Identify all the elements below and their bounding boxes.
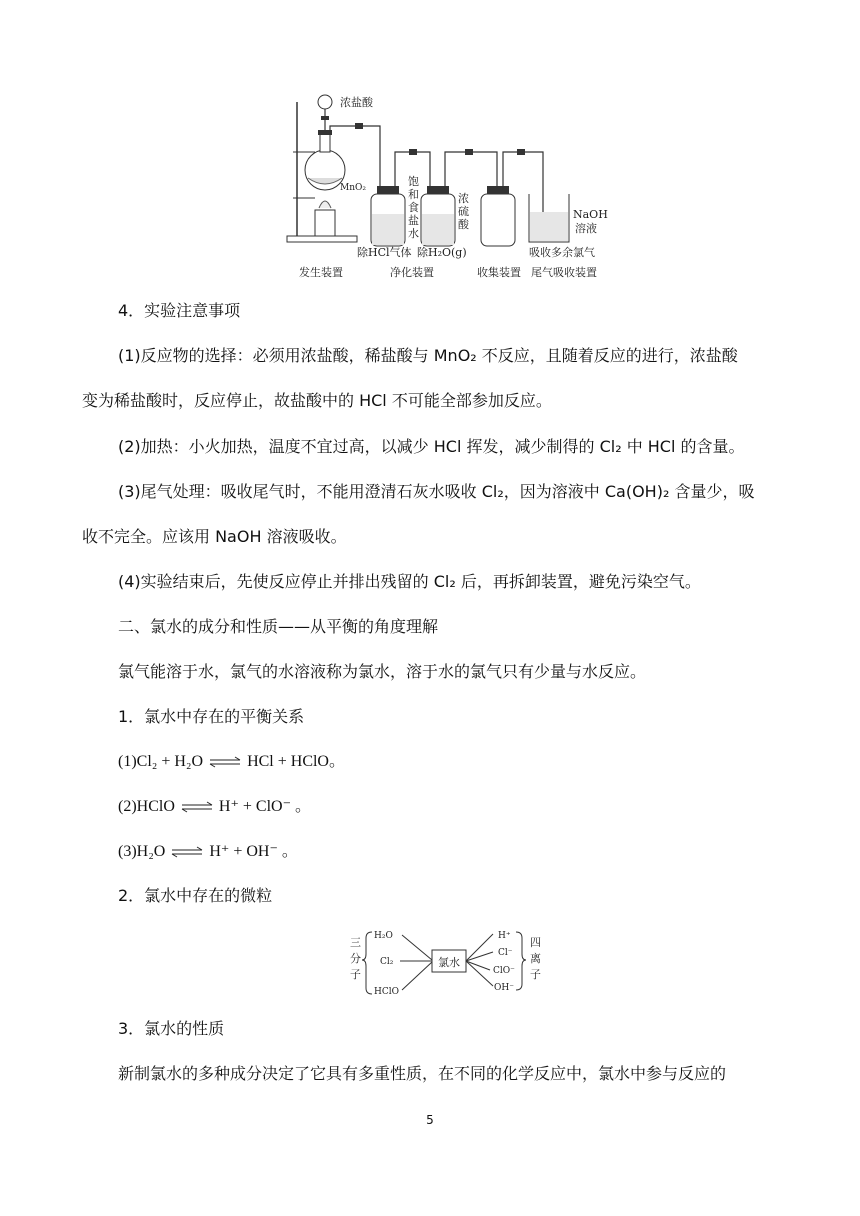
- right-label-2: 离: [530, 952, 541, 965]
- equilibrium-eq3: [118, 842, 298, 862]
- properties-heading: 3．氯水的性质: [118, 1019, 225, 1038]
- reversible-arrow-icon: [169, 846, 205, 858]
- label-bottle1-1: 饱: [408, 175, 419, 188]
- label-bottle1-2: 和: [408, 188, 419, 201]
- right-label-3: 子: [530, 968, 541, 981]
- reversible-arrow-icon: [179, 801, 215, 813]
- label-bottle1-5: 水: [408, 227, 419, 240]
- equilibrium-eq2: [118, 797, 311, 817]
- label-bottle1-4: 盐: [408, 214, 419, 227]
- part2-intro: 氯气能溶于水，氯气的水溶液称为氯水，溶于水的氯气只有少量与水反应。: [118, 662, 647, 681]
- eq2-right: H⁺ + ClO⁻ 。: [218, 798, 312, 815]
- label-naoh-1: NaOH: [573, 208, 608, 221]
- equilibrium-heading: 1．氯水中存在的平衡关系: [118, 707, 305, 726]
- chlorine-apparatus-figure: [285, 90, 610, 282]
- label-bottle2-1: 浓: [458, 192, 469, 205]
- caption-tail-gas: 尾气吸收装置: [531, 266, 597, 279]
- left-label-3: 子: [350, 968, 361, 981]
- ion-oh: OH⁻: [494, 983, 514, 993]
- label-mno2: MnO₂: [340, 183, 366, 193]
- caption-generation: 发生装置: [299, 266, 343, 279]
- right-label-1: 四: [530, 936, 541, 949]
- molecule-h2o: H₂O: [374, 931, 393, 941]
- equilibrium-eq1: [118, 752, 345, 772]
- part2-heading: 二、氯水的成分和性质——从平衡的角度理解: [118, 617, 439, 636]
- eq1-right: HCl + HClO。: [247, 753, 345, 770]
- label-bottle2-3: 酸: [458, 218, 469, 231]
- label-purpose-2: 除H₂O(g): [417, 246, 467, 259]
- note1-line1: (1)反应物的选择：必须用浓盐酸，稀盐酸与 MnO₂ 不反应，且随着反应的进行，浓盐酸: [118, 346, 738, 365]
- note3-line1: (3)尾气处理：吸收尾气时，不能用澄清石灰水吸收 Cl₂，因为溶液中 Ca(OH)₂ 含量少，吸: [118, 482, 755, 501]
- center-chlorine-water: 氯水: [438, 956, 460, 969]
- caption-purification: 净化装置: [390, 266, 434, 279]
- eq1-left: (1)Cl₂ + H₂O: [118, 753, 204, 770]
- label-purpose-3: 吸收多余氯气: [529, 246, 595, 259]
- label-bottle1-3: 食: [408, 201, 419, 214]
- label-bottle2-2: 硫: [458, 205, 469, 218]
- chlorine-water-particles-diagram: [350, 924, 550, 1004]
- note2: (2)加热：小火加热，温度不宜过高，以减少 HCl 挥发，减少制得的 Cl₂ 中 HCl 的含量。: [118, 437, 745, 456]
- ion-clo: ClO⁻: [493, 966, 515, 976]
- label-naoh-2: 溶液: [575, 222, 597, 235]
- page-number: 5: [426, 1113, 434, 1127]
- note3-line2: 收不完全。应该用 NaOH 溶液吸收。: [82, 527, 347, 546]
- note1-line2: 变为稀盐酸时，反应停止，故盐酸中的 HCl 不可能全部参加反应。: [82, 391, 552, 410]
- left-label-1: 三: [350, 936, 361, 949]
- note4: (4)实验结束后，先使反应停止并排出残留的 Cl₂ 后，再拆卸装置，避免污染空气。: [118, 572, 701, 591]
- ion-cl: Cl⁻: [498, 948, 513, 958]
- reversible-arrow-icon: [207, 756, 243, 768]
- section4-heading: 4．实验注意事项: [118, 301, 241, 320]
- eq3-right: H⁺ + OH⁻ 。: [209, 843, 298, 860]
- molecule-cl2: Cl₂: [380, 957, 394, 967]
- particles-heading: 2．氯水中存在的微粒: [118, 886, 273, 905]
- caption-collection: 收集装置: [477, 266, 521, 279]
- molecule-hclo: HClO: [374, 987, 399, 997]
- left-label-2: 分: [350, 952, 361, 965]
- properties-line: 新制氯水的多种成分决定了它具有多重性质，在不同的化学反应中，氯水中参与反应的: [118, 1064, 727, 1083]
- eq2-left: (2)HClO: [118, 798, 175, 815]
- eq3-left: (3)H₂O: [118, 843, 166, 860]
- label-conc-hcl: 浓盐酸: [340, 96, 373, 109]
- ion-h: H⁺: [498, 931, 511, 941]
- label-purpose-1: 除HCl气体: [357, 246, 412, 259]
